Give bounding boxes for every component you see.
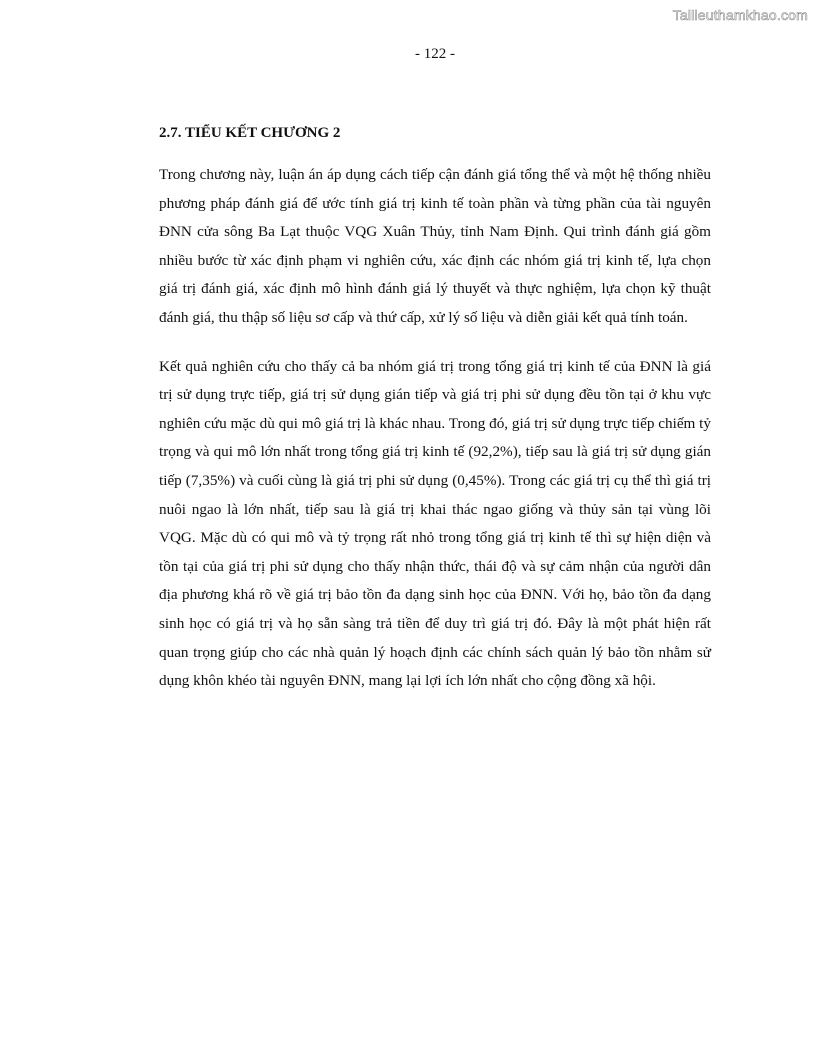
page-number: - 122 - bbox=[415, 46, 455, 62]
paragraph-1: Trong chương này, luận án áp dụng cách tiếp cận đánh giá tổng thể và một hệ thống nhiều phương pháp đánh giá để ước tính giá trị kinh tế toàn phần và từng phần của tài nguyên ĐNN cửa sông Ba Lạt thuộc VQG Xuân Thủy, tỉnh Nam Định. Qui trình đánh giá gồm nhiều bước từ xác định phạm vi nghiên cứu, xác định các nhóm giá trị kinh tế, lựa chọn giá trị đánh giá, xác định mô hình đánh giá lý thuyết và thực nghiệm, lựa chọn kỹ thuật đánh giá, thu thập số liệu sơ cấp và thứ cấp, xử lý số liệu và diễn giải kết quả tính toán. bbox=[159, 166, 711, 326]
watermark: Tailieuthamkhao.com bbox=[672, 7, 808, 23]
paragraph-2: Kết quả nghiên cứu cho thấy cả ba nhóm giá trị trong tổng giá trị kinh tế của ĐNN là giá trị sử dụng trực tiếp, giá trị sử dụng gián tiếp và giá trị phi sử dụng đều tồn tại ở khu vực nghiên cứu mặc dù qui mô giá trị là khác nhau. Trong đó, giá trị sử dụng trực tiếp chiếm tỷ trọng và qui mô lớn nhất trong tổng giá trị kinh tế (92,2%), tiếp sau là giá trị sử dụng gián tiếp (7,35%) và cuối cùng là giá trị phi sử dụng (0,45%). Trong các giá trị cụ thể thì giá trị nuôi ngao là lớn nhất, tiếp sau là giá trị khai thác ngao giống và thủy sản tại vùng lõi VQG. Mặc dù có qui mô và tỷ trọng rất nhỏ trong tổng giá trị kinh tế thì sự hiện diện và tồn tại của giá trị phi sử dụng cho thấy nhận thức, thái độ và sự cảm nhận của người dân địa phương khá rõ về giá trị bảo tồn đa dạng sinh học của ĐNN. Với họ, bảo tồn đa dạng sinh học có giá trị và họ sẵn sàng trả tiền để duy trì giá trị đó. Đây là một phát hiện rất quan trọng giúp cho các nhà quản lý hoạch định các chính sách quản lý bảo tồn nhằm sử dụng khôn khéo tài nguyên ĐNN, mang lại lợi ích lớn nhất cho cộng đồng xã hội. bbox=[159, 357, 711, 690]
section-heading: 2.7. TIỂU KẾT CHƯƠNG 2 bbox=[159, 125, 341, 141]
document-body bbox=[159, 123, 711, 716]
